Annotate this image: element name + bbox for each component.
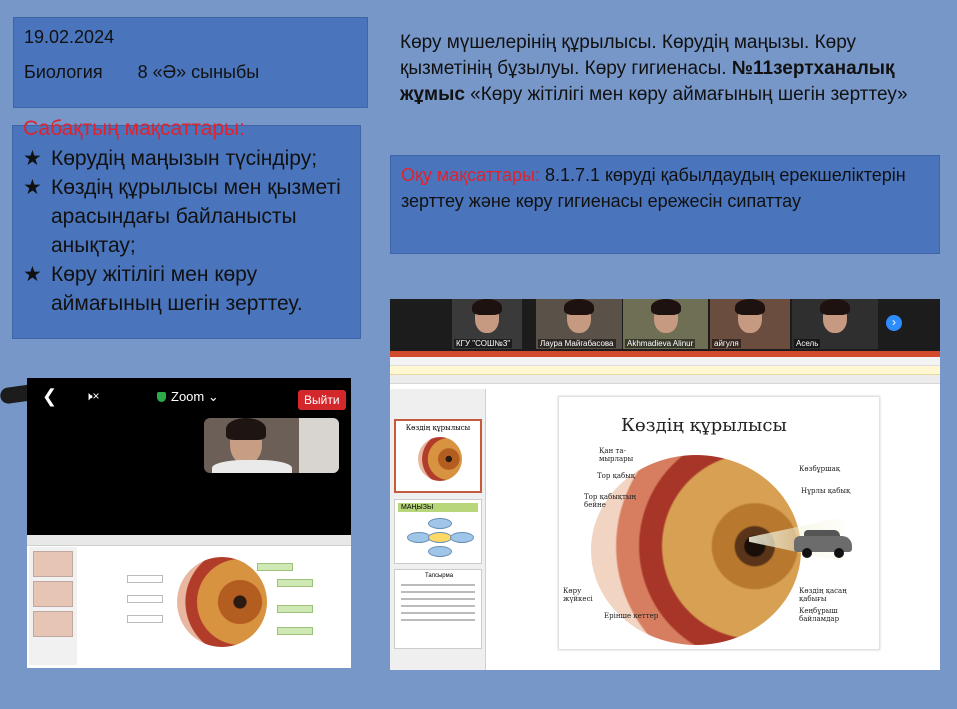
eye-label: Тор қабық: [597, 472, 636, 480]
learning-goals-label: Оқу мақсаттары:: [401, 165, 540, 185]
participant-name: Асель: [796, 339, 819, 348]
slide-thumbnail[interactable]: [394, 419, 482, 493]
participant-tile[interactable]: [710, 299, 790, 349]
zoom-top-bar: [27, 378, 351, 415]
subject-line: [24, 62, 357, 83]
participant-video[interactable]: [204, 418, 339, 473]
slide-title: Көздің құрылысы: [621, 415, 787, 436]
star-icon: ★: [23, 263, 42, 286]
lab-work-number: №11зертханалық жұмыс: [400, 58, 895, 105]
eye-label: Көздің қасаң қабығы: [799, 587, 847, 603]
slide-thumbnail[interactable]: [394, 499, 482, 564]
date-subject-box: [13, 17, 368, 108]
slide-thumbnail[interactable]: [394, 569, 482, 649]
eye-diagram-image: [418, 437, 462, 481]
eye-label: Көзбұршақ: [799, 465, 841, 473]
eye-label: Тор қабықтың бейне: [584, 493, 636, 509]
lesson-goals-box: [12, 117, 361, 339]
participant-tile[interactable]: [452, 299, 522, 349]
chevron-left-icon[interactable]: ❮: [42, 386, 58, 406]
slide-thumbnail-title: МАҢЫЗЫ: [398, 503, 478, 512]
main-slide: [558, 396, 880, 650]
lesson-date: 19.02.2024: [24, 27, 115, 47]
participants-strip: [390, 299, 940, 351]
participant-name: айгуля: [714, 339, 739, 348]
lesson-topic: [400, 30, 940, 108]
topic-text: Көру мүшелерінің құрылысы. Көрудің маңызы. Көру қызметінің бұзылуы. Көру гигиенасы.: [400, 32, 857, 79]
leave-meeting-button[interactable]: Выйти: [298, 390, 346, 410]
notification-bar: [390, 366, 940, 375]
star-icon: ★: [23, 147, 42, 170]
learning-goals-text: 8.1.7.1 көруді қабылдаудың ерекшеліктерін зерттеу және көру гигиенасы ережесін сипаттау: [401, 165, 906, 211]
subject-name: Биология: [24, 62, 103, 82]
lesson-goal-item: [23, 260, 350, 318]
slide-thumbnails-panel: [390, 389, 486, 670]
slide-panel: [29, 547, 77, 665]
participant-tile[interactable]: [792, 299, 878, 349]
participant-name: Akhmadieva Alinur: [627, 339, 694, 348]
phone-zoom-screenshot: [27, 378, 351, 668]
lab-work-title: «Көру жітілігі мен көру аймағының шегін зерттеу»: [464, 84, 908, 105]
zoom-app-menu[interactable]: [157, 389, 219, 405]
participant-tile[interactable]: [536, 299, 622, 349]
lesson-goals-list: [23, 144, 350, 318]
slide-thumbnail-title: Көздің құрылысы: [405, 424, 471, 432]
participant-name: Лаура Майгабасова: [540, 339, 614, 348]
lesson-goal-item: [23, 173, 350, 260]
lesson-goals-title: Сабақтың мақсаттары:: [23, 117, 245, 140]
laptop-zoom-screenshot: [390, 299, 940, 670]
class-name: 8 «Ә» сыныбы: [137, 62, 260, 82]
lesson-goal-text: Көздің құрылысы мен қызметі арасындағы байланысты анықтау;: [51, 176, 341, 257]
speaker-muted-icon[interactable]: 🕨×: [85, 389, 100, 403]
eye-label: Нұрлы қабық: [801, 487, 851, 495]
participant-tile[interactable]: [623, 299, 708, 349]
eye-diagram-image: [177, 557, 267, 647]
car-image: [794, 530, 852, 558]
lesson-goal-item: [23, 144, 350, 173]
ribbon-toolbar: [390, 357, 940, 366]
chevron-right-icon[interactable]: ›: [886, 315, 902, 331]
eye-label: Кеңбұрыш байламдар: [799, 607, 840, 623]
learning-goals-box: [390, 155, 940, 254]
slide-thumbnail-title: Тапсырма: [425, 573, 454, 579]
participant-name: КГУ "СОШ№3": [456, 339, 511, 348]
star-icon: ★: [23, 176, 42, 199]
shield-icon: [157, 392, 166, 402]
eye-label: Ерінше кеттер: [604, 612, 659, 620]
eye-label: Қан та- мырлары: [599, 447, 634, 463]
eye-label: Көру жүйкесі: [563, 587, 593, 603]
lesson-goal-text: Көру жітілігі мен көру аймағының шегін зерттеу.: [51, 263, 303, 315]
tab-strip: [390, 375, 940, 384]
zoom-app-label: Zoom ⌄: [171, 389, 219, 404]
lesson-goal-text: Көрудің маңызын түсіндіру;: [51, 147, 318, 170]
shared-slide-thumbnail: [27, 535, 351, 668]
